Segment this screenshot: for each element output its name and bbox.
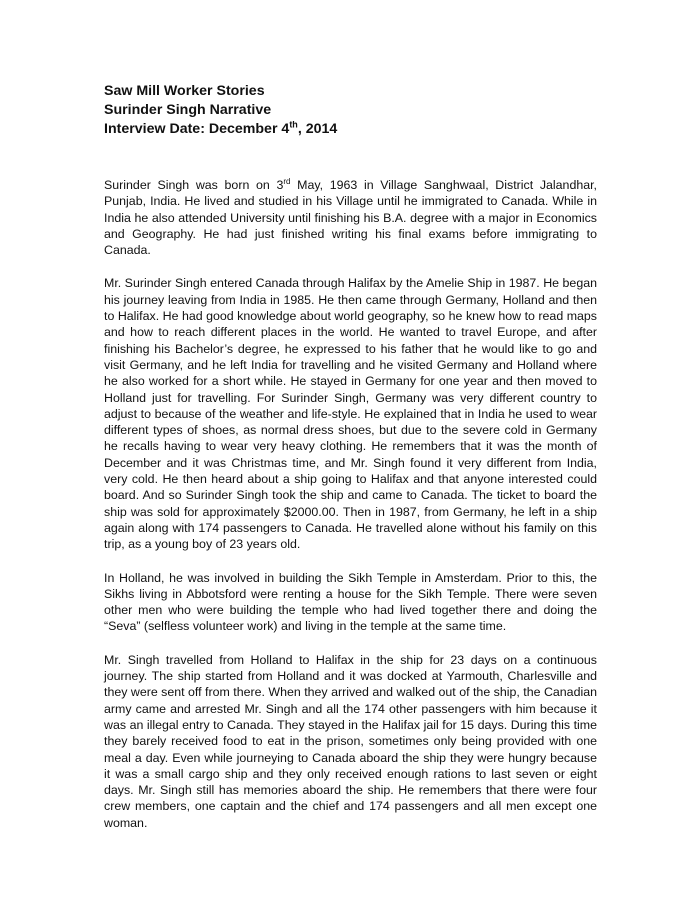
document-page xyxy=(104,82,597,848)
narrative-body xyxy=(104,177,597,831)
paragraph-birth-prefix: Surinder Singh was born on 3 xyxy=(104,178,284,192)
interview-date-prefix: Interview Date: December 4 xyxy=(104,121,290,137)
series-title: Saw Mill Worker Stories xyxy=(104,83,265,99)
paragraph-halifax-arrival: Mr. Singh travelled from Holland to Halifax in the ship for 23 days on a continuous journey. The ship started from Holland and it was docked at Yarmouth, Charlesville and they were sent off from there. When they arrived and walked out of the ship, the Canadian army came and arrested Mr. Singh and all the 174 other passengers with him because it was an illegal entry to Canada. They stayed in the Halifax jail for 15 days. During this time they barely received food to eat in the prison, sometimes only being provided with one meal a day. Even while journeying to Canada aboard the ship they were hungry because it was a small cargo ship and they only received enough rations to last seven or eight days. Mr. Singh still has memories aboard the ship. He remembers that there were four crew members, one captain and the chief and 174 passengers and all men except one woman. xyxy=(104,652,597,830)
narrative-title: Surinder Singh Narrative xyxy=(104,102,272,118)
interview-date-ordinal: th xyxy=(289,119,298,130)
paragraph-journey: Mr. Surinder Singh entered Canada through Halifax by the Amelie Ship in 1987. He began his journey leaving from India in 1985. He then came through Germany, Holland and then to Halifax. He had good knowledge about world geography, so he knew how to read maps and how to reach different places in the world. He wanted to travel Europe, and after finishing his Bachelor’s degree, he expressed to his father that he would like to go and visit Germany, and he left India for travelling and he visited Germany and Holland where he also worked for a short while. He stayed in Germany for one year and then moved to Holland just for travelling. For Surinder Singh, Germany was very different country to adjust to because of the weather and life-style. He explained that in India he used to wear different types of shoes, as normal dress shoes, but due to the severe cold in Germany he recalls having to wear very heavy clothing. He remembers that it was the month of December and it was Christmas time, and Mr. Singh found it very different from India, very cold. He then heard about a ship going to Halifax and that anyone interested could board. And so Surinder Singh took the ship and came to Canada. The ticket to board the ship was sold for approximately $2000.00. Then in 1987, from Germany, he left in a ship again along with 174 passengers to Canada. He travelled alone without his family on this trip, as a young boy of 23 years old. xyxy=(104,276,597,552)
interview-date xyxy=(104,120,597,139)
paragraph-birth-ordinal: rd xyxy=(283,176,291,186)
interview-date-suffix: , 2014 xyxy=(297,121,338,137)
paragraph-birth-rest: May, 1963 in Village Sanghwaal, District Jalandhar, Punjab, India. He lived and studied in his Village until he immigrated to Canada. While in India he also attended University until finishing his B.A. degree with a major in Economics and Geography. He had just finished writing his final exams before immigrating to Canada. xyxy=(104,178,597,258)
paragraph-birth xyxy=(104,177,597,258)
paragraph-holland-temple: In Holland, he was involved in building the Sikh Temple in Amsterdam. Prior to this, the Sikhs living in Abbotsford were renting a house for the Sikh Temple. There were seven other men who were building the temple who had lived together there and doing the “Seva” (selfless volunteer work) and living in the temple at the same time. xyxy=(104,570,597,634)
document-header xyxy=(104,82,597,139)
